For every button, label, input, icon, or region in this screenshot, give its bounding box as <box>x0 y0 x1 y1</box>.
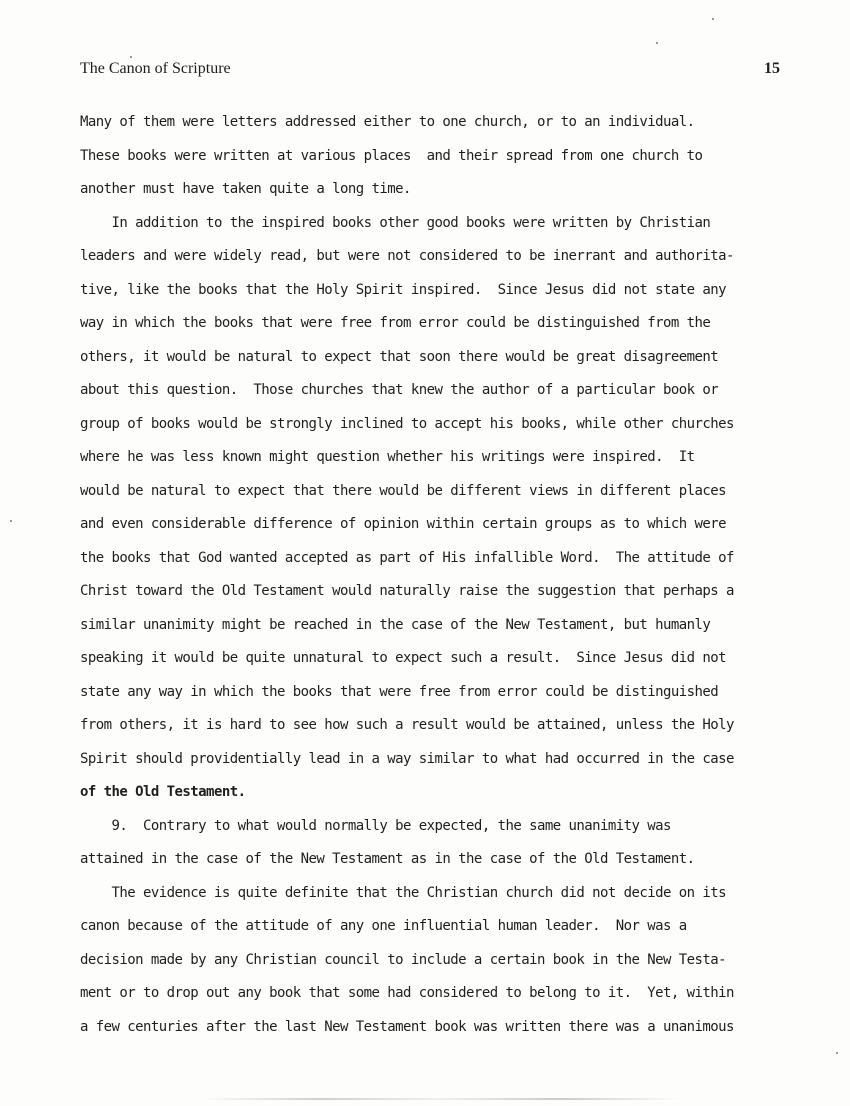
text-line: and even considerable difference of opinion within certain groups as to which were <box>80 516 727 532</box>
scan-edge-mark <box>200 1098 680 1100</box>
text-line: where he was less known might question whether his writings were inspired. It <box>80 449 695 465</box>
text-line: tive, like the books that the Holy Spirit inspired. Since Jesus did not state any <box>80 281 727 298</box>
text-line: the books that God wanted accepted as part of His infallible Word. The attitude of <box>80 549 734 566</box>
text-line: others, it would be natural to expect that soon there would be great disagreement <box>80 348 719 365</box>
text-line: These books were written at various places and their spread from one church to <box>80 147 703 164</box>
text-line: decision made by any Christian council to include a certain book in the New Testa- <box>80 951 727 968</box>
scan-speck <box>656 42 658 44</box>
scan-speck <box>10 520 12 522</box>
scan-speck <box>712 18 714 20</box>
text-line: state any way in which the books that were free from error could be distinguished <box>80 683 719 700</box>
page-header <box>80 60 780 84</box>
text-line: speaking it would be quite unnatural to expect such a result. Since Jesus did not <box>80 650 727 666</box>
text-line: The evidence is quite definite that the Christian church did not decide on its <box>80 884 727 901</box>
body-text <box>80 112 785 1050</box>
text-line: way in which the books that were free from error could be distinguished from the <box>80 315 711 331</box>
text-line: ment or to drop out any book that some had considered to belong to it. Yet, within <box>80 985 734 1001</box>
text-line: attained in the case of the New Testament as in the case of the Old Testament. <box>80 851 695 867</box>
text-line: Many of them were letters addressed either to one church, or to an individual. <box>80 114 695 130</box>
text-line: Christ toward the Old Testament would naturally raise the suggestion that perhaps a <box>80 583 734 599</box>
page-number: 15 <box>764 60 780 77</box>
chapter-title: The Canon of Scripture <box>80 60 231 77</box>
text-line: canon because of the attitude of any one influential human leader. Nor was a <box>80 918 687 934</box>
text-line: In addition to the inspired books other good books were written by Christian <box>80 214 711 231</box>
text-line: a few centuries after the last New Testament book was written there was a unanimous <box>80 1018 734 1035</box>
text-line: group of books would be strongly inclined to accept his books, while other churches <box>80 415 734 432</box>
text-line: Spirit should providentially lead in a way similar to what had occurred in the case <box>80 750 734 767</box>
text-line: leaders and were widely read, but were not considered to be inerrant and authorita- <box>80 248 734 264</box>
text-line: similar unanimity might be reached in the case of the New Testament, but humanly <box>80 616 711 633</box>
text-line: of the Old Testament. <box>80 784 246 800</box>
text-line: 9. Contrary to what would normally be expected, the same unanimity was <box>80 817 671 834</box>
scan-speck <box>836 1052 838 1054</box>
text-line: about this question. Those churches that knew the author of a particular book or <box>80 382 719 398</box>
text-line: from others, it is hard to see how such a result would be attained, unless the Holy <box>80 717 734 733</box>
text-line: another must have taken quite a long time. <box>80 181 411 197</box>
scan-speck <box>130 56 132 58</box>
text-line: would be natural to expect that there would be different views in different places <box>80 482 727 499</box>
